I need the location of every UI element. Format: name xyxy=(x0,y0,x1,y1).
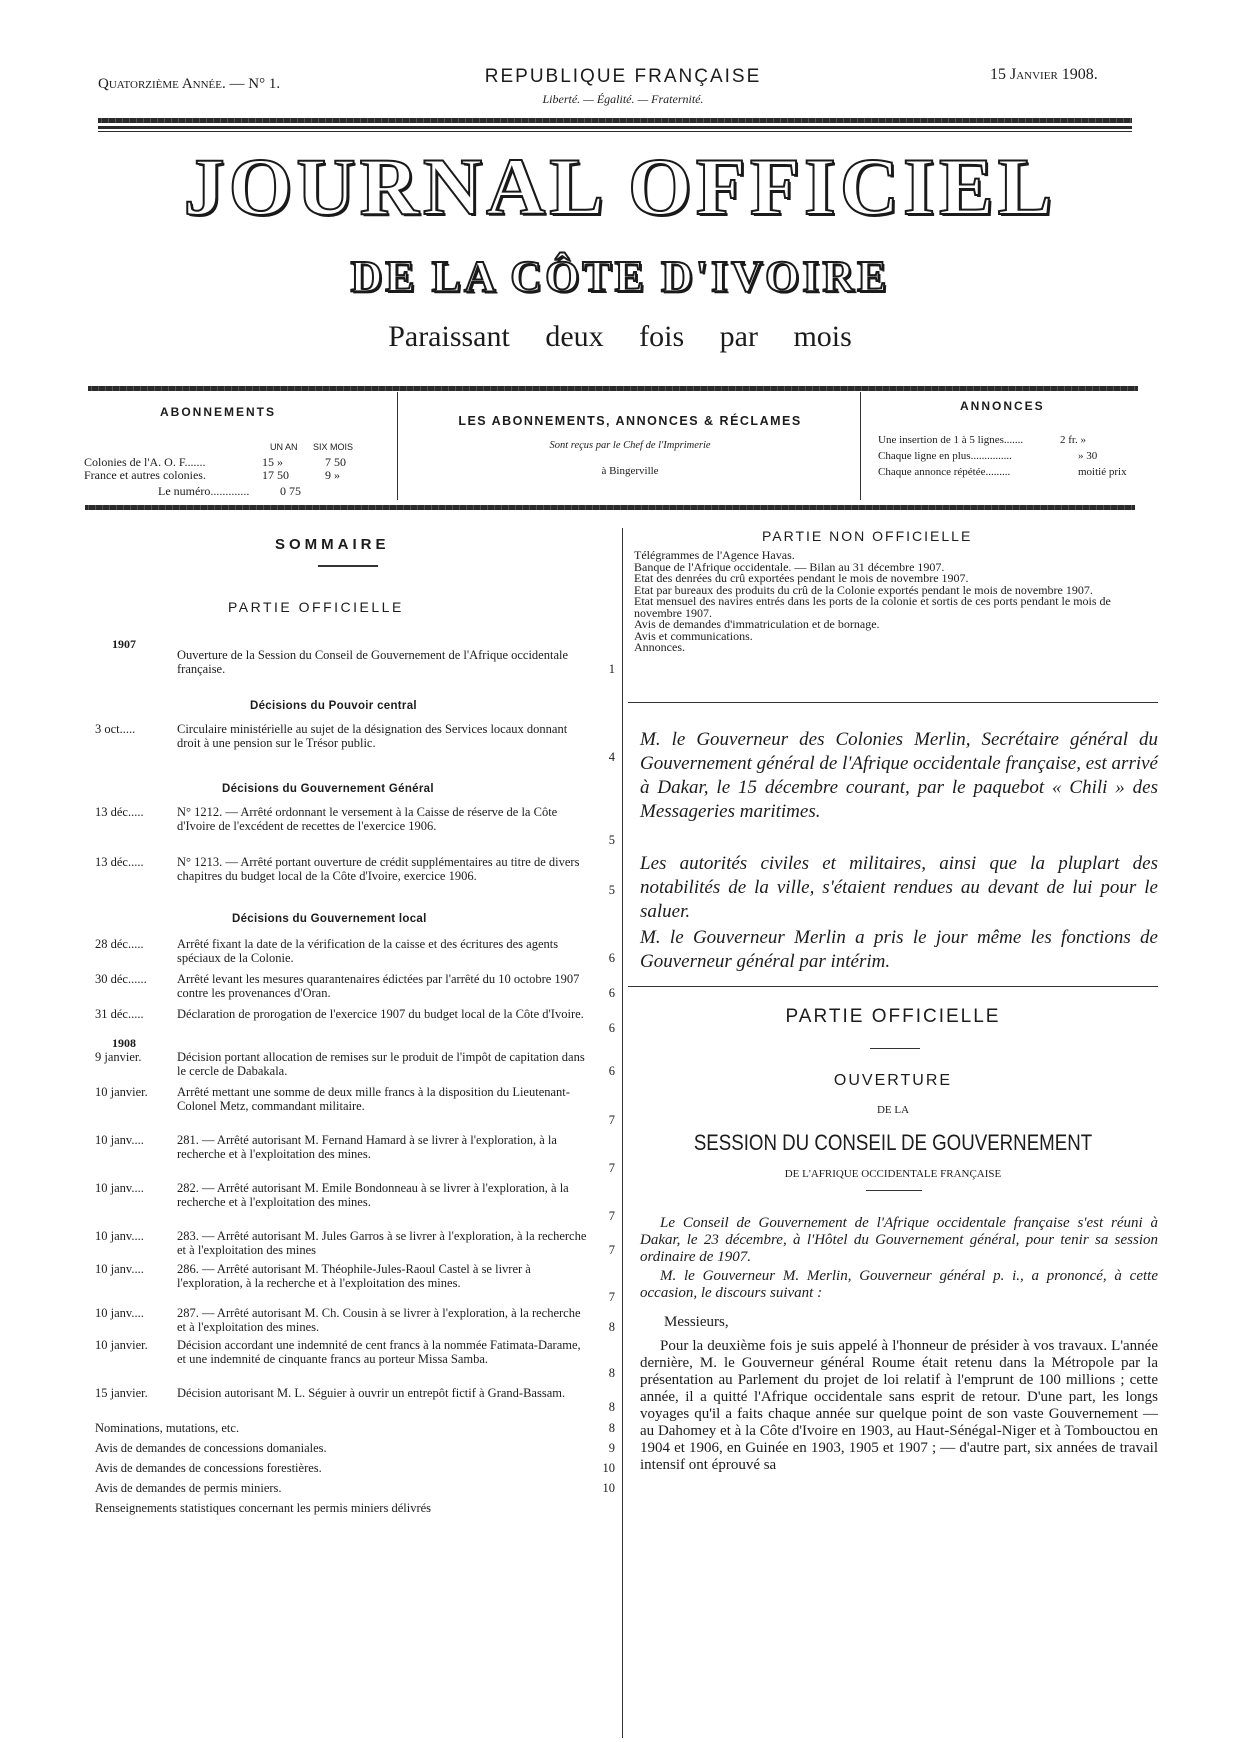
abonnements-col-six-mois: SIX MOIS xyxy=(313,442,354,452)
abonnements-aof-six-mois: 7 50 xyxy=(325,455,346,469)
toc-entry[interactable]: 15 janvier. Décision autorisant M. L. Séguier à ouvrir un entrepôt fictif à Grand-Bassam. 8 xyxy=(95,1386,615,1414)
sommaire-ornament xyxy=(318,565,378,567)
top-rule xyxy=(98,118,1132,123)
column-divider xyxy=(622,528,623,1738)
non-officielle-item: Annonces. xyxy=(634,640,685,654)
article-dash xyxy=(870,1048,920,1049)
toc-tail-entry[interactable]: Avis de demandes de concessions forestières. 10 xyxy=(95,1461,615,1475)
notice-paragraph-2: Les autorités civiles et militaires, ainsi que la pluplart des notabilités de la ville, s'étaient rendues au devant de lui pour le saluer. xyxy=(640,853,1158,922)
article-afrique: DE L'AFRIQUE OCCIDENTALE FRANÇAISE xyxy=(784,1168,1002,1180)
abonnements-france-un-an: 17 50 xyxy=(262,468,289,482)
toc-entry[interactable]: 13 déc..... N° 1213. — Arrêté portant ouverture de crédit supplémentaires au titre de divers chapitres du budget local de la Côte d'Ivoire, exercice 1906. 5 xyxy=(95,855,615,897)
issue-date: 15 Janvier 1908. xyxy=(990,66,1098,83)
republic-motto: Liberté. — Égalité. — Fraternité. xyxy=(542,92,704,106)
notice-paragraph-3: M. le Gouverneur Merlin a pris le jour même les fonctions de Gouverneur général par intérim. xyxy=(640,927,1158,972)
toc-tail-entry[interactable]: Nominations, mutations, etc. 8 xyxy=(95,1421,615,1435)
non-officielle-item: Etat mensuel des navires entrés dans les ports de la colonie et sortis de ces ports pendant le mois de novembre 1907. xyxy=(634,594,1111,620)
non-officielle-item: Avis de demandes d'immatriculation et de bornage. xyxy=(634,617,880,631)
annonces-title: ANNONCES xyxy=(960,399,1045,413)
section-pouvoir-central: Décisions du Pouvoir central xyxy=(250,700,417,712)
section-gouvernement-local: Décisions du Gouvernement local xyxy=(232,913,427,925)
abonnements-row-aof: Colonies de l'A. O. F....... xyxy=(84,455,206,469)
abonnements-aof-un-an: 15 » xyxy=(262,455,283,469)
notice-paragraph-1: M. le Gouverneur des Colonies Merlin, Secrétaire général du Gouvernement général de l'Afrique occidentale française, est arrivé à Dakar, le 15 décembre courant, par le paquebot « Chili » des Messageries maritimes. xyxy=(640,729,1158,822)
abonnements-title: ABONNEMENTS xyxy=(160,405,277,419)
non-officielle-item: Etat des denrées du crû exportées pendant le mois de novembre 1907. xyxy=(634,571,969,585)
annonces-row-2-label: Chaque ligne en plus............... xyxy=(878,450,1012,462)
toc-entry[interactable]: 10 janv.... 286. — Arrêté autorisant M. Théophile-Jules-Raoul Castel à se livrer à l'exploration, à la recherche et à l'exploitation des mines. 7 xyxy=(95,1262,615,1304)
non-officielle-item: Télégrammes de l'Agence Havas. xyxy=(634,548,795,562)
section-gouvernement-general: Décisions du Gouvernement Général xyxy=(222,783,434,795)
non-officielle-item: Avis et communications. xyxy=(634,628,753,643)
non-officielle-item: Etat par bureaux des produits du crû de la Colonie exportés pendant le mois de novembre 1907. xyxy=(634,582,1093,597)
toc-entry[interactable]: 28 déc..... Arrêté fixant la date de la vérification de la caisse et des écritures des agents spéciaux de la Colonie. 6 xyxy=(95,937,615,965)
article-partie-officielle: PARTIE OFFICIELLE xyxy=(785,1006,1001,1027)
article-session-title: SESSION DU CONSEIL DE GOUVERNEMENT xyxy=(693,1130,1093,1155)
abonnements-france-six-mois: 9 » xyxy=(325,468,340,482)
toc-entry[interactable]: 10 janvier. Arrêté mettant une somme de deux mille francs à la disposition du Lieutenant-Colonel Metz, commandant militaire. 7 xyxy=(95,1085,615,1127)
journal-title: JOURNAL OFFICIEL xyxy=(183,141,1057,232)
toc-entry[interactable]: 10 janvier. Décision accordant une indemnité de cent francs à la nommée Fatimata-Darame, et une indemnité de cinquante francs au porteur Missa Samba. 8 xyxy=(95,1338,615,1380)
toc-entry[interactable]: 10 janv.... 281. — Arrêté autorisant M. Fernand Hamard à se livrer à l'exploration, à la recherche et à l'exploitation des mines. 7 xyxy=(95,1133,615,1175)
toc-entry[interactable]: 30 déc...... Arrêté levant les mesures quarantenaires édictées par l'arrêté du 10 octobre 1907 contre les provenances d'Oran. 6 xyxy=(95,972,615,1000)
toc-entry[interactable]: 10 janv.... 283. — Arrêté autorisant M. Jules Garros à se livrer à l'exploration, à la recherche et à l'exploitation des mines 7 xyxy=(95,1229,615,1257)
partie-non-officielle-title: PARTIE NON OFFICIELLE xyxy=(762,528,973,544)
annonces-row-1-value: 2 fr. » xyxy=(1060,434,1086,446)
top-rule-thin xyxy=(98,126,1132,132)
annonces-row-1-label: Une insertion de 1 à 5 lignes....... xyxy=(878,434,1024,446)
annonces-row-3-label: Chaque annonce répétée......... xyxy=(878,466,1011,478)
republic-title: REPUBLIQUE FRANÇAISE xyxy=(484,66,762,87)
masthead-rule xyxy=(88,386,1138,391)
toc-entry[interactable]: 10 janv.... 282. — Arrêté autorisant M. Emile Bondonneau à se livrer à l'exploration, à la recherche et à l'exploitation des mines. 7 xyxy=(95,1181,615,1223)
toc-tail-entry[interactable]: Avis de demandes de concessions domaniales. 9 xyxy=(95,1441,615,1455)
toc-year-1907: 1907 xyxy=(112,637,136,651)
toc-year-1908: 1908 xyxy=(112,1036,136,1050)
sommaire-title: SOMMAIRE xyxy=(275,536,390,553)
center-box-title: LES ABONNEMENTS, ANNONCES & RÉCLAMES xyxy=(458,414,802,428)
notice-divider xyxy=(628,702,1158,703)
toc-tail-entry[interactable]: Renseignements statistiques concernant les permis miniers délivrés xyxy=(95,1501,432,1515)
toc-entry[interactable]: 9 janvier. Décision portant allocation de remises sur le produit de l'impôt de capitation dans le cercle de Dabakala. 6 xyxy=(95,1050,615,1078)
toc-entry[interactable]: 3 oct..... Circulaire ministérielle au sujet de la désignation des Services locaux donnant droit à une pension sur le Trésor public. 4 xyxy=(95,722,615,764)
abonnements-numero-label: Le numéro............. xyxy=(158,484,250,498)
toc-entry-intro[interactable]: Ouverture de la Session du Conseil de Gouvernement de l'Afrique occidentale française. 1 xyxy=(177,648,615,676)
article-dash-2 xyxy=(866,1190,922,1191)
toc-entry[interactable]: 10 janv.... 287. — Arrêté autorisant M. Ch. Cousin à se livrer à l'exploration, à la recherche et à l'exploitation des mines. 8 xyxy=(95,1306,615,1334)
article-salutation: Messieurs, xyxy=(664,1314,729,1330)
article-de-la: DE LA xyxy=(876,1104,910,1116)
journal-subtitle: DE LA CÔTE D'IVOIRE xyxy=(350,252,890,301)
toc-tail-entry[interactable]: Avis de demandes de permis miniers. 10 xyxy=(95,1481,615,1495)
box-bottom-rule xyxy=(85,505,1135,510)
box-divider-right xyxy=(860,392,861,500)
sommaire-partie-officielle: PARTIE OFFICIELLE xyxy=(228,599,404,615)
article-ouverture: OUVERTURE xyxy=(833,1072,953,1089)
abonnements-numero-value: 0 75 xyxy=(280,484,301,498)
non-officielle-list xyxy=(634,550,1154,654)
article-body: Pour la deuxième fois je suis appelé à l'honneur de présider à vos travaux. L'année dernière, M. le Gouverneur général Roume était retenu dans la Métropole par la présentation au Parlement du projet de loi relatif à l'emprunt de 100 millions ; cette année, il a quitté l'Afrique occidentale sans esprit de retour. D'une part, les longs voyages qu'il a faits chaque année sur quelque point de son vaste Gouvernement — au Dahomey et à la Côte d'Ivoire en 1903, au Haut-Sénégal-Niger et à Tombouctou en 1904 et 1906, en Guinée en 1903, 1905 et 1907 ; — d'autre part, six années de travail intensif ont éprouvé sa xyxy=(640,1338,1158,1473)
article-intro-2: M. le Gouverneur M. Merlin, Gouverneur général p. i., a prononcé, à cette occasion, le discours suivant : xyxy=(640,1268,1158,1301)
article-divider xyxy=(628,986,1158,987)
abonnements-row-france: France et autres colonies. xyxy=(84,468,206,482)
publication-frequency: Paraissant deux fois par mois xyxy=(388,320,852,353)
box-divider-left xyxy=(397,392,398,500)
center-box-line1: Sont reçus par le Chef de l'Imprimerie xyxy=(549,440,711,451)
toc-entry[interactable]: 13 déc..... N° 1212. — Arrêté ordonnant le versement à la Caisse de réserve de la Côte d'Ivoire de l'excédent de recettes de l'exercice 1906. 5 xyxy=(95,805,615,847)
toc-entry[interactable]: 31 déc..... Déclaration de prorogation de l'exercice 1907 du budget local de la Côte d'Ivoire. 6 xyxy=(95,1007,615,1035)
annonces-row-3-value: moitié prix xyxy=(1078,466,1127,478)
abonnements-col-un-an: UN AN xyxy=(270,442,298,452)
annonces-row-2-value: » 30 xyxy=(1078,450,1098,462)
edition-number: Quatorzième Année. — N° 1. xyxy=(98,76,281,92)
center-box-line2: à Bingerville xyxy=(601,465,659,477)
non-officielle-item: Banque de l'Afrique occidentale. — Bilan au 31 décembre 1907. xyxy=(634,559,945,574)
article-intro-1: Le Conseil de Gouvernement de l'Afrique occidentale française s'est réuni à Dakar, le 23 décembre, à l'Hôtel du Gouvernement général, pour tenir sa session ordinaire de 1907. xyxy=(640,1215,1158,1265)
